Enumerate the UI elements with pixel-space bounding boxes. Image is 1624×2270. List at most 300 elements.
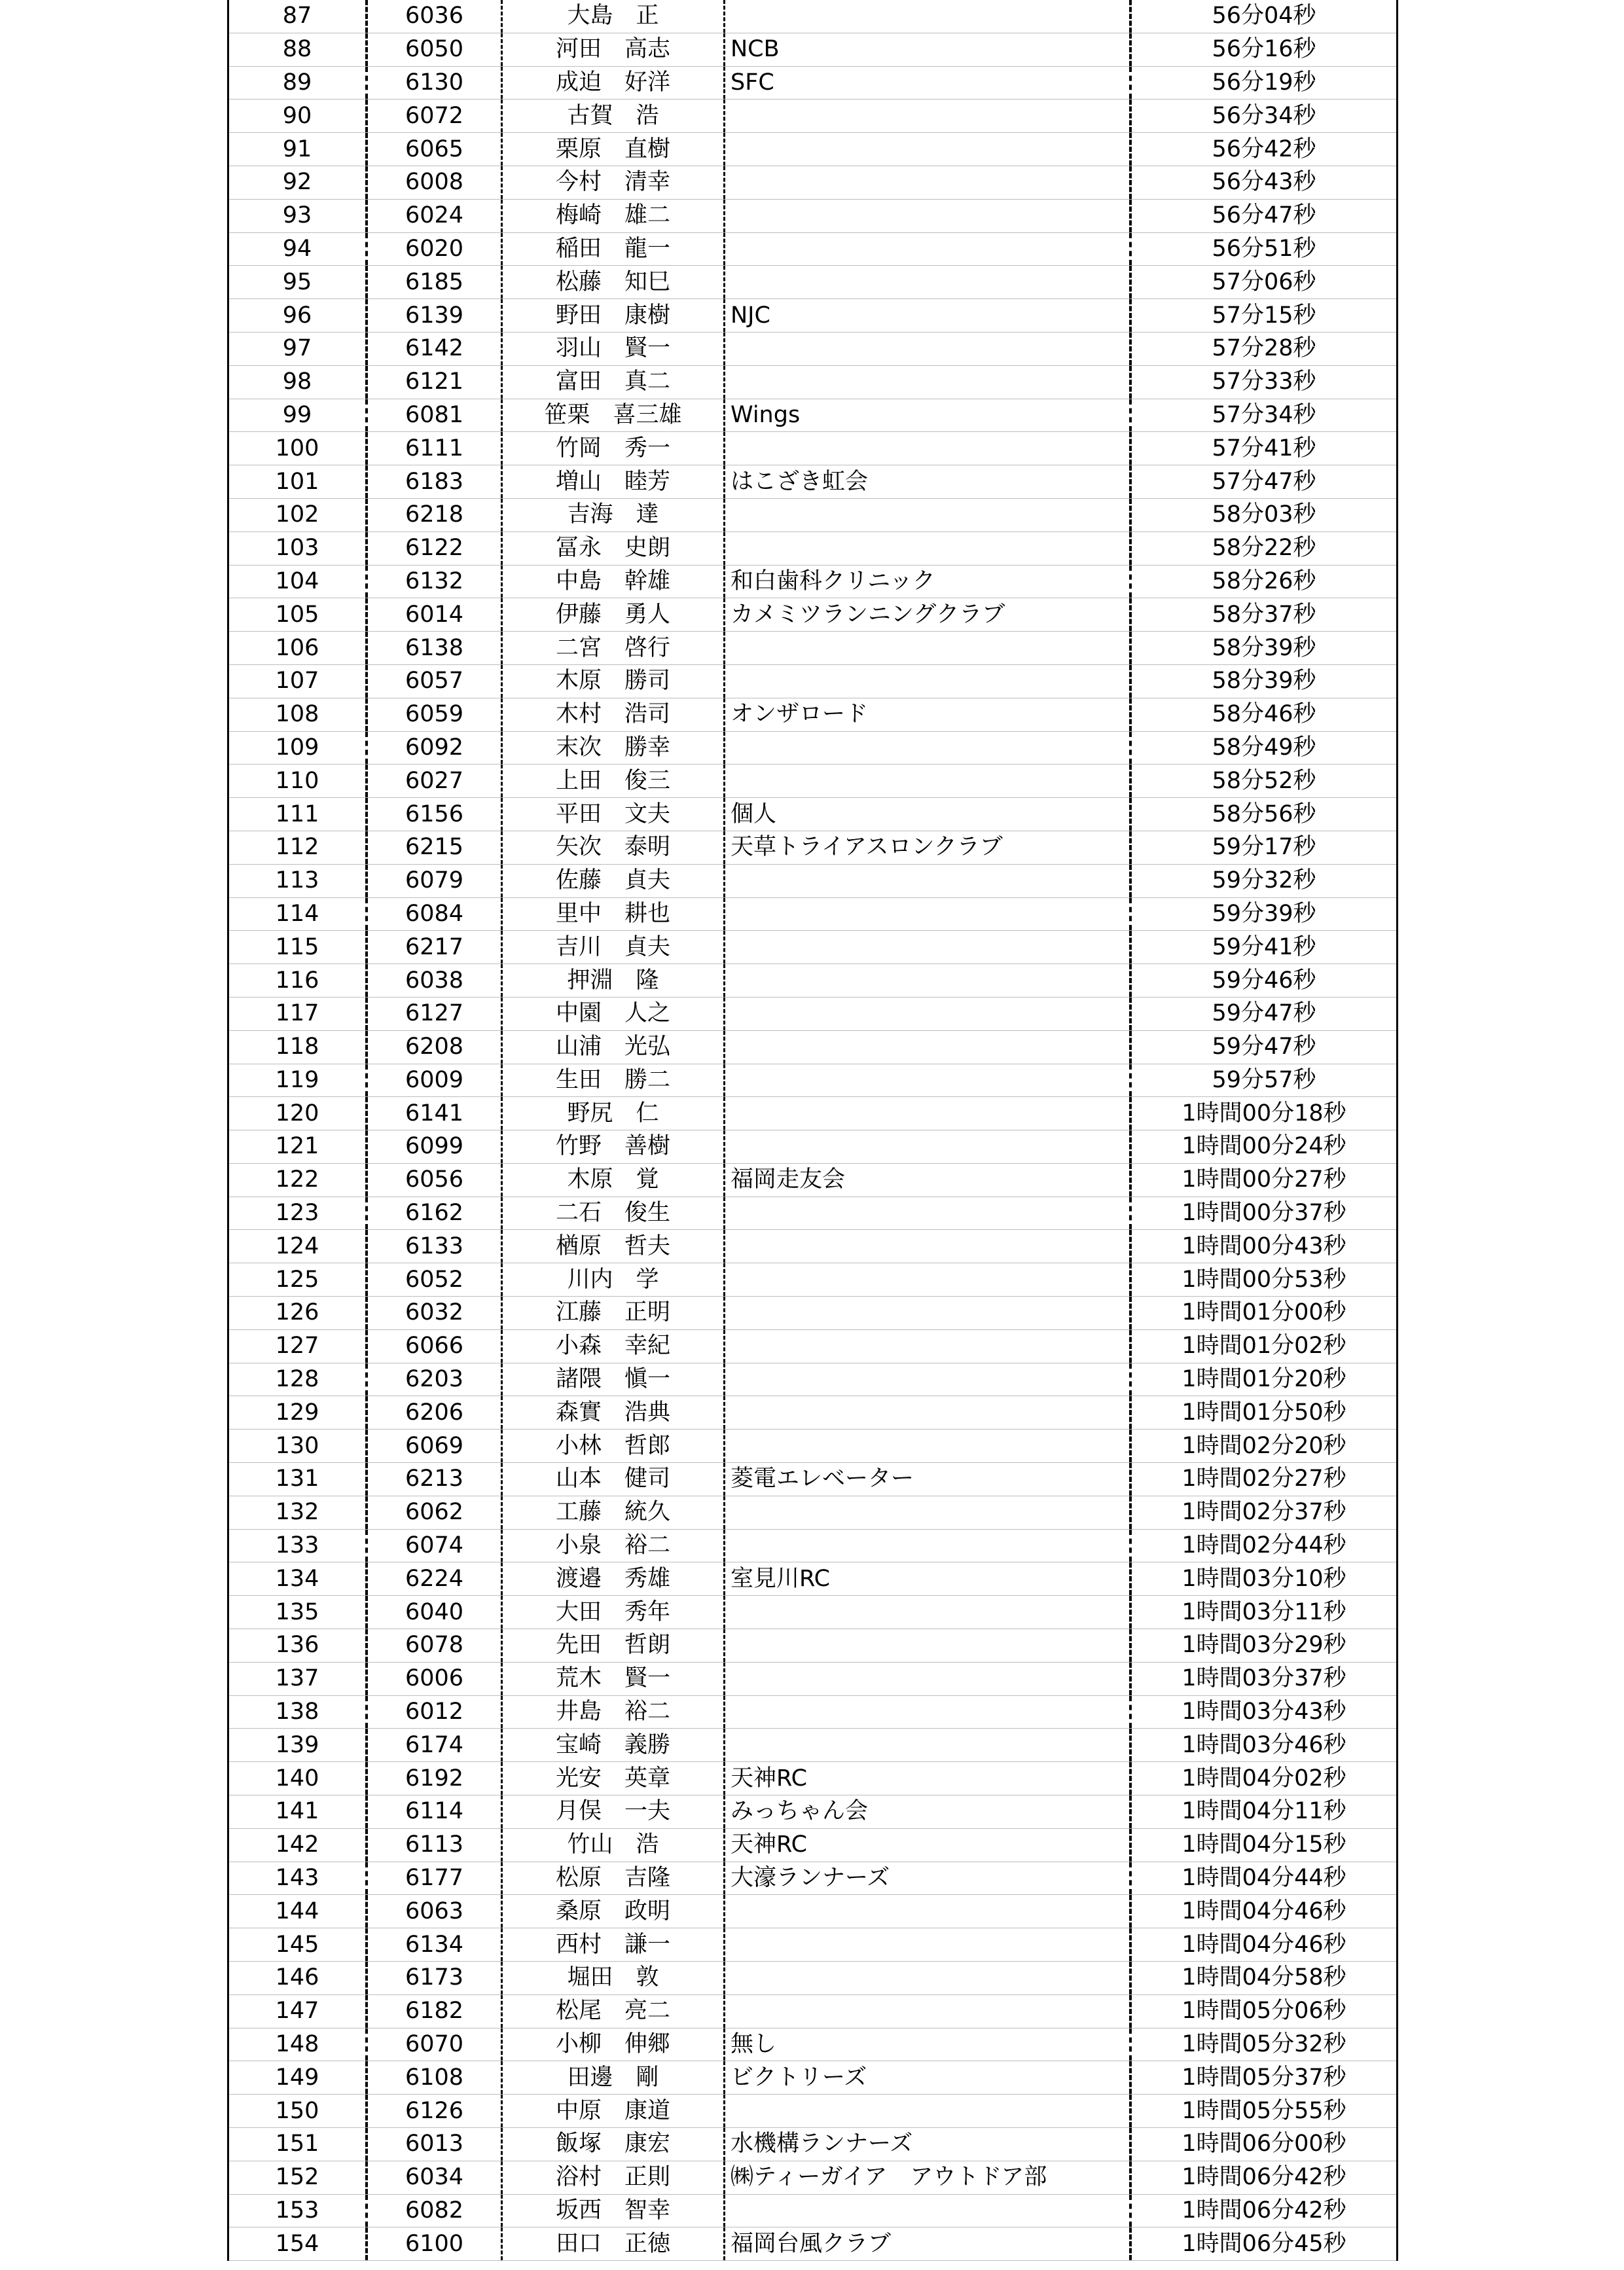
bib-number-cell: 6078 [365,1629,501,1662]
table-row [229,2061,1396,2095]
bib-number-cell: 6156 [365,798,501,831]
bib-number-cell: 6036 [365,0,501,33]
finish-time-cell: 1時間01分50秒 [1129,1396,1396,1429]
runner-name-cell: 上田 俊三 [501,765,723,797]
rank-cell: 133 [275,1532,319,1559]
runner-name-cell: 成迫 好洋 [501,67,723,99]
table-row [229,1396,1396,1430]
rank-cell: 101 [275,468,319,495]
bib-number-cell: 6213 [365,1463,501,1496]
team-cell: カメミツランニングクラブ [723,598,1129,631]
team-cell [723,1530,1129,1562]
bib-number-cell: 6203 [365,1363,501,1396]
runner-name-cell: 野尻 仁 [501,1097,723,1130]
table-row [229,1297,1396,1330]
finish-time-cell: 1時間01分00秒 [1129,1297,1396,1329]
team-cell [723,1729,1129,1761]
runner-name-cell: 栗原 直樹 [501,133,723,166]
table-row [229,1031,1396,1064]
finish-time-cell: 58分03秒 [1129,499,1396,531]
runner-name-cell: 竹野 善樹 [501,1130,723,1163]
finish-time-cell: 1時間01分20秒 [1129,1363,1396,1396]
runner-name-cell: 大島 正 [501,0,723,33]
rank-cell: 135 [275,1598,319,1625]
team-cell [723,998,1129,1030]
rank-cell: 109 [275,734,319,761]
runner-name-cell: 堀田 敦 [501,1962,723,1994]
runner-name-cell: 吉川 貞夫 [501,931,723,964]
rank-cell: 141 [275,1798,319,1825]
runner-name-cell: 西村 謙一 [501,1928,723,1961]
bib-number-cell: 6162 [365,1197,501,1230]
table-row [229,532,1396,566]
runner-name-cell: 諸隈 愼一 [501,1363,723,1396]
team-cell: はこざき虹会 [723,465,1129,498]
runner-name-cell: 田邊 剛 [501,2061,723,2094]
rank-cell: 107 [275,668,319,694]
rank-cell: 123 [275,1200,319,1227]
finish-time-cell: 58分52秒 [1129,765,1396,797]
rank-cell: 91 [282,135,312,162]
finish-time-cell: 1時間00分37秒 [1129,1197,1396,1230]
finish-time-cell: 59分17秒 [1129,831,1396,864]
team-cell [723,200,1129,232]
bib-number-cell: 6065 [365,133,501,166]
team-cell: オンザロード [723,698,1129,731]
table-row [229,1330,1396,1363]
rank-cell: 100 [275,435,319,461]
runner-name-cell: 竹岡 秀一 [501,432,723,465]
bib-number-cell: 6014 [365,598,501,631]
team-cell [723,732,1129,765]
bib-number-cell: 6082 [365,2195,501,2227]
table-row [229,1562,1396,1596]
rank-cell: 126 [275,1299,319,1326]
table-row [229,1130,1396,1164]
bib-number-cell: 6192 [365,1762,501,1795]
team-cell: みっちゃん会 [723,1795,1129,1828]
team-cell [723,333,1129,365]
table-row [229,266,1396,299]
team-cell [723,1197,1129,1230]
bib-number-cell: 6206 [365,1396,501,1429]
runner-name-cell: 小林 哲郎 [501,1430,723,1462]
runner-name-cell: 渡邉 秀雄 [501,1562,723,1595]
runner-name-cell: 伊藤 勇人 [501,598,723,631]
rank-cell: 151 [275,2131,319,2157]
finish-time-cell: 56分34秒 [1129,99,1396,132]
finish-time-cell: 57分41秒 [1129,432,1396,465]
finish-time-cell: 56分16秒 [1129,33,1396,66]
rank-cell: 105 [275,601,319,628]
rank-cell: 125 [275,1266,319,1293]
table-row [229,1663,1396,1696]
bib-number-cell: 6215 [365,831,501,864]
rank-cell: 136 [275,1632,319,1659]
rank-cell: 114 [275,900,319,927]
rank-cell: 113 [275,867,319,894]
bib-number-cell: 6114 [365,1795,501,1828]
team-cell [723,1031,1129,1064]
finish-time-cell: 59分39秒 [1129,898,1396,931]
runner-name-cell: 月俣 一夫 [501,1795,723,1828]
runner-name-cell: 飯塚 康宏 [501,2128,723,2161]
runner-name-cell: 木原 覚 [501,1164,723,1197]
table-row [229,1164,1396,1197]
bib-number-cell: 6111 [365,432,501,465]
rank-cell: 154 [275,2230,319,2257]
bib-number-cell: 6066 [365,1330,501,1363]
rank-cell: 119 [275,1066,319,1093]
table-row [229,1862,1396,1896]
runner-name-cell: 野田 康樹 [501,299,723,332]
table-row [229,798,1396,831]
finish-time-cell: 1時間01分02秒 [1129,1330,1396,1363]
team-cell [723,499,1129,531]
team-cell: 室見川RC [723,1562,1129,1595]
table-row [229,1795,1396,1829]
bib-number-cell: 6081 [365,399,501,432]
bib-number-cell: 6139 [365,299,501,332]
rank-cell: 111 [275,801,319,827]
table-row [229,964,1396,998]
team-cell: ㈱ティーガイア アウトドア部 [723,2161,1129,2194]
team-cell [723,166,1129,199]
runner-name-cell: 江藤 正明 [501,1297,723,1329]
runner-name-cell: 山本 健司 [501,1463,723,1496]
team-cell [723,665,1129,698]
table-row [229,566,1396,599]
bib-number-cell: 6059 [365,698,501,731]
team-cell [723,2195,1129,2227]
bib-number-cell: 6108 [365,2061,501,2094]
rank-cell: 131 [275,1466,319,1492]
team-cell [723,1962,1129,1994]
team-cell: SFC [723,67,1129,99]
table-row [229,1895,1396,1928]
finish-time-cell: 1時間00分27秒 [1129,1164,1396,1197]
team-cell [723,931,1129,964]
bib-number-cell: 6056 [365,1164,501,1197]
finish-time-cell: 1時間04分44秒 [1129,1862,1396,1895]
bib-number-cell: 6062 [365,1496,501,1529]
bib-number-cell: 6177 [365,1862,501,1895]
finish-time-cell: 56分51秒 [1129,233,1396,266]
table-row [229,831,1396,865]
rank-cell: 96 [282,302,312,329]
runner-name-cell: 森實 浩典 [501,1396,723,1429]
bib-number-cell: 6183 [365,465,501,498]
team-cell [723,1097,1129,1130]
bib-number-cell: 6218 [365,499,501,531]
table-row [229,2161,1396,2195]
runner-name-cell: 二石 俊生 [501,1197,723,1230]
finish-time-cell: 58分26秒 [1129,566,1396,598]
finish-time-cell: 1時間02分37秒 [1129,1496,1396,1529]
finish-time-cell: 1時間04分46秒 [1129,1895,1396,1928]
table-row [229,0,1396,33]
table-row [229,1530,1396,1563]
rank-cell: 106 [275,634,319,661]
runner-name-cell: 川内 学 [501,1263,723,1296]
rank-cell: 88 [282,36,312,63]
bib-number-cell: 6130 [365,67,501,99]
team-cell [723,133,1129,166]
finish-time-cell: 58分39秒 [1129,665,1396,698]
table-row [229,598,1396,632]
finish-time-cell: 59分47秒 [1129,1031,1396,1064]
rank-cell: 108 [275,701,319,728]
bib-number-cell: 6132 [365,566,501,598]
runner-name-cell: 生田 勝二 [501,1064,723,1097]
finish-time-cell: 1時間06分42秒 [1129,2161,1396,2194]
table-row [229,99,1396,133]
table-row [229,765,1396,798]
team-cell [723,233,1129,266]
bib-number-cell: 6040 [365,1596,501,1629]
rank-cell: 94 [282,235,312,262]
finish-time-cell: 1時間03分10秒 [1129,1562,1396,1595]
bib-number-cell: 6084 [365,898,501,931]
finish-time-cell: 57分15秒 [1129,299,1396,332]
rank-cell: 152 [275,2164,319,2191]
runner-name-cell: 佐藤 貞夫 [501,865,723,897]
bib-number-cell: 6079 [365,865,501,897]
team-cell [723,1895,1129,1928]
runner-name-cell: 竹山 浩 [501,1829,723,1862]
table-row [229,1230,1396,1263]
runner-name-cell: 河田 高志 [501,33,723,66]
runner-name-cell: 木村 浩司 [501,698,723,731]
finish-time-cell: 1時間04分11秒 [1129,1795,1396,1828]
bib-number-cell: 6121 [365,366,501,399]
runner-name-cell: 今村 清幸 [501,166,723,199]
bib-number-cell: 6063 [365,1895,501,1928]
finish-time-cell: 1時間02分44秒 [1129,1530,1396,1562]
finish-time-cell: 1時間05分37秒 [1129,2061,1396,2094]
runner-name-cell: 中原 康道 [501,2095,723,2127]
team-cell [723,1396,1129,1429]
runner-name-cell: 大田 秀年 [501,1596,723,1629]
rank-cell: 92 [282,169,312,196]
team-cell [723,2095,1129,2127]
runner-name-cell: 笹栗 喜三雄 [501,399,723,432]
bib-number-cell: 6127 [365,998,501,1030]
team-cell [723,632,1129,664]
team-cell [723,532,1129,565]
bib-number-cell: 6142 [365,333,501,365]
team-cell: Wings [723,399,1129,432]
runner-name-cell: 松尾 亮二 [501,1995,723,2028]
rank-cell: 127 [275,1333,319,1360]
team-cell [723,964,1129,997]
table-row [229,432,1396,465]
rank-cell: 90 [282,102,312,129]
table-row [229,931,1396,964]
runner-name-cell: 光安 英章 [501,1762,723,1795]
bib-number-cell: 6038 [365,964,501,997]
rank-cell: 128 [275,1366,319,1393]
finish-time-cell: 57分47秒 [1129,465,1396,498]
team-cell [723,765,1129,797]
finish-time-cell: 1時間02分27秒 [1129,1463,1396,1496]
runner-name-cell: 坂西 智幸 [501,2195,723,2227]
table-row [229,2028,1396,2062]
rank-cell: 97 [282,335,312,362]
finish-time-cell: 1時間00分53秒 [1129,1263,1396,1296]
table-row [229,333,1396,366]
table-row [229,33,1396,67]
bib-number-cell: 6217 [365,931,501,964]
team-cell: NCB [723,33,1129,66]
rank-cell: 112 [275,834,319,861]
team-cell [723,1995,1129,2028]
bib-number-cell: 6174 [365,1729,501,1761]
rank-cell: 132 [275,1499,319,1526]
bib-number-cell: 6099 [365,1130,501,1163]
table-row [229,133,1396,166]
runner-name-cell: 梅崎 雄二 [501,200,723,232]
team-cell [723,1696,1129,1729]
finish-time-cell: 1時間05分32秒 [1129,2028,1396,2061]
rank-cell: 116 [275,967,319,994]
table-row [229,1729,1396,1762]
finish-time-cell: 56分47秒 [1129,200,1396,232]
runner-name-cell: 小泉 裕二 [501,1530,723,1562]
bib-number-cell: 6092 [365,732,501,765]
team-cell: NJC [723,299,1129,332]
rank-cell: 103 [275,535,319,562]
team-cell [723,865,1129,897]
runner-name-cell: 浴村 正則 [501,2161,723,2194]
runner-name-cell: 平田 文夫 [501,798,723,831]
team-cell [723,99,1129,132]
team-cell [723,1928,1129,1961]
finish-time-cell: 58分39秒 [1129,632,1396,664]
finish-time-cell: 59分47秒 [1129,998,1396,1030]
table-row [229,366,1396,399]
table-row [229,166,1396,200]
rank-cell: 117 [275,1000,319,1027]
bib-number-cell: 6173 [365,1962,501,1994]
runner-name-cell: 宝崎 義勝 [501,1729,723,1761]
finish-time-cell: 59分32秒 [1129,865,1396,897]
runner-name-cell: 古賀 浩 [501,99,723,132]
finish-time-cell: 58分49秒 [1129,732,1396,765]
runner-name-cell: 中園 人之 [501,998,723,1030]
rank-cell: 140 [275,1765,319,1792]
bib-number-cell: 6122 [365,532,501,565]
rank-cell: 102 [275,501,319,528]
table-row [229,465,1396,499]
results-table [227,0,1398,2261]
team-cell: 天神RC [723,1829,1129,1862]
table-row [229,1363,1396,1397]
team-cell [723,432,1129,465]
rank-cell: 118 [275,1034,319,1060]
finish-time-cell: 1時間02分20秒 [1129,1430,1396,1462]
runner-name-cell: 山浦 光弘 [501,1031,723,1064]
team-cell: 大濠ランナーズ [723,1862,1129,1895]
bib-number-cell: 6006 [365,1663,501,1695]
team-cell: 福岡走友会 [723,1164,1129,1197]
team-cell: 和白歯科クリニック [723,566,1129,598]
table-row [229,1762,1396,1795]
table-row [229,67,1396,100]
finish-time-cell: 59分41秒 [1129,931,1396,964]
rank-cell: 149 [275,2064,319,2091]
rank-cell: 121 [275,1133,319,1160]
bib-number-cell: 6069 [365,1430,501,1462]
rank-cell: 129 [275,1399,319,1426]
table-row [229,1263,1396,1297]
table-row [229,732,1396,765]
team-cell [723,1297,1129,1329]
finish-time-cell: 1時間06分45秒 [1129,2227,1396,2260]
table-row [229,632,1396,665]
table-row [229,200,1396,233]
rank-cell: 99 [282,401,312,428]
finish-time-cell: 57分06秒 [1129,266,1396,298]
table-row [229,2095,1396,2128]
runner-name-cell: 小柳 伸郷 [501,2028,723,2061]
rank-cell: 142 [275,1831,319,1858]
finish-time-cell: 1時間00分18秒 [1129,1097,1396,1130]
rank-cell: 134 [275,1565,319,1592]
table-row [229,1496,1396,1530]
finish-time-cell: 1時間05分06秒 [1129,1995,1396,2028]
rank-cell: 104 [275,568,319,594]
team-cell [723,1629,1129,1662]
table-row [229,1097,1396,1130]
team-cell [723,1363,1129,1396]
table-row [229,1962,1396,1995]
team-cell: 無し [723,2028,1129,2061]
bib-number-cell: 6100 [365,2227,501,2260]
table-row [229,2128,1396,2161]
runner-name-cell: 稲田 龍一 [501,233,723,266]
table-row [229,1696,1396,1729]
team-cell [723,266,1129,298]
team-cell [723,1330,1129,1363]
bib-number-cell: 6208 [365,1031,501,1064]
team-cell [723,0,1129,33]
finish-time-cell: 1時間03分11秒 [1129,1596,1396,1629]
runner-name-cell: 松原 吉隆 [501,1862,723,1895]
finish-time-cell: 1時間03分29秒 [1129,1629,1396,1662]
table-row [229,1463,1396,1496]
rank-cell: 138 [275,1699,319,1725]
bib-number-cell: 6134 [365,1928,501,1961]
team-cell [723,898,1129,931]
rank-cell: 153 [275,2197,319,2224]
table-row [229,399,1396,433]
runner-name-cell: 末次 勝幸 [501,732,723,765]
bib-number-cell: 6013 [365,2128,501,2161]
team-cell: 菱電エレベーター [723,1463,1129,1496]
table-row [229,233,1396,266]
finish-time-cell: 58分37秒 [1129,598,1396,631]
bib-number-cell: 6009 [365,1064,501,1097]
bib-number-cell: 6113 [365,1829,501,1862]
bib-number-cell: 6008 [365,166,501,199]
finish-time-cell: 1時間03分46秒 [1129,1729,1396,1761]
team-cell [723,1230,1129,1263]
bib-number-cell: 6050 [365,33,501,66]
rank-cell: 122 [275,1166,319,1193]
rank-cell: 115 [275,933,319,960]
table-row [229,299,1396,333]
